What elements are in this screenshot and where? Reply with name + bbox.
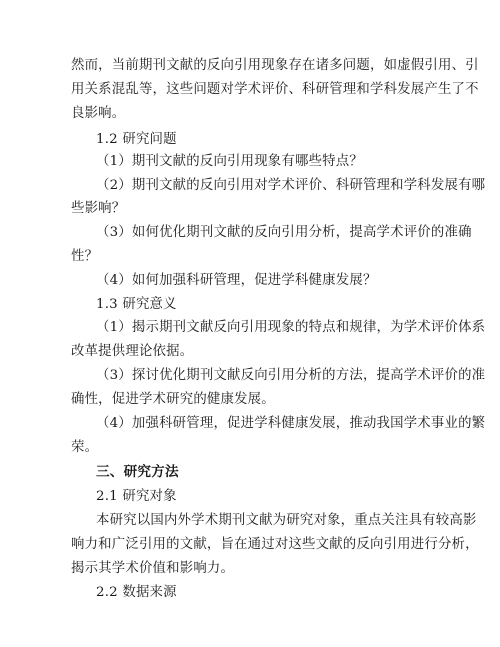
question-item: （4）如何加强科研管理，促进学科健康发展？ [96, 273, 377, 288]
question-item: （1）期刊文献的反向引用现象有哪些特点？ [96, 154, 363, 169]
section-heading-1-3: 1.3 研究意义 [96, 297, 177, 312]
body-text-line: 本研究以国内外学术期刊文献为研究对象，重点关注具有较高影 [96, 513, 477, 528]
question-item-cont: 些影响？ [71, 201, 126, 216]
question-item-cont: 性？ [71, 249, 99, 264]
significance-item: （4）加强科研管理，促进学科健康发展，推动我国学术事业的繁 [96, 416, 486, 431]
chapter-heading-research-methods: 三、研究方法 [96, 464, 179, 480]
significance-item: （3）探讨优化期刊文献反向引用分析的方法，提高学术评价的准 [96, 368, 486, 383]
section-heading-2-1: 2.1 研究对象 [96, 489, 177, 504]
section-heading-1-2: 1.2 研究问题 [96, 132, 177, 147]
intro-text-line: 用关系混乱等，这些问题对学术评价、科研管理和学科发展产生了不 [71, 82, 479, 97]
body-text-line: 揭示其学术价值和影响力。 [71, 561, 235, 576]
section-heading-2-2: 2.2 数据来源 [96, 585, 177, 600]
significance-item: （1）揭示期刊文献反向引用现象的特点和规律，为学术评价体系 [96, 320, 486, 335]
significance-item-cont: 改革提供理论依据。 [71, 344, 194, 359]
question-item: （3）如何优化期刊文献的反向引用分析，提高学术评价的准确 [96, 225, 472, 240]
question-item: （2）期刊文献的反向引用对学术评价、科研管理和学科发展有哪 [96, 178, 486, 193]
body-text-line: 响力和广泛引用的文献，旨在通过对这些文献的反向引用进行分析， [71, 537, 479, 552]
intro-text-line: 然而，当前期刊文献的反向引用现象存在诸多问题，如虚假引用、引 [71, 58, 479, 73]
significance-item-cont: 荣。 [71, 440, 99, 455]
intro-text-line: 良影响。 [71, 106, 126, 121]
significance-item-cont: 确性，促进学术研究的健康发展。 [71, 392, 275, 407]
